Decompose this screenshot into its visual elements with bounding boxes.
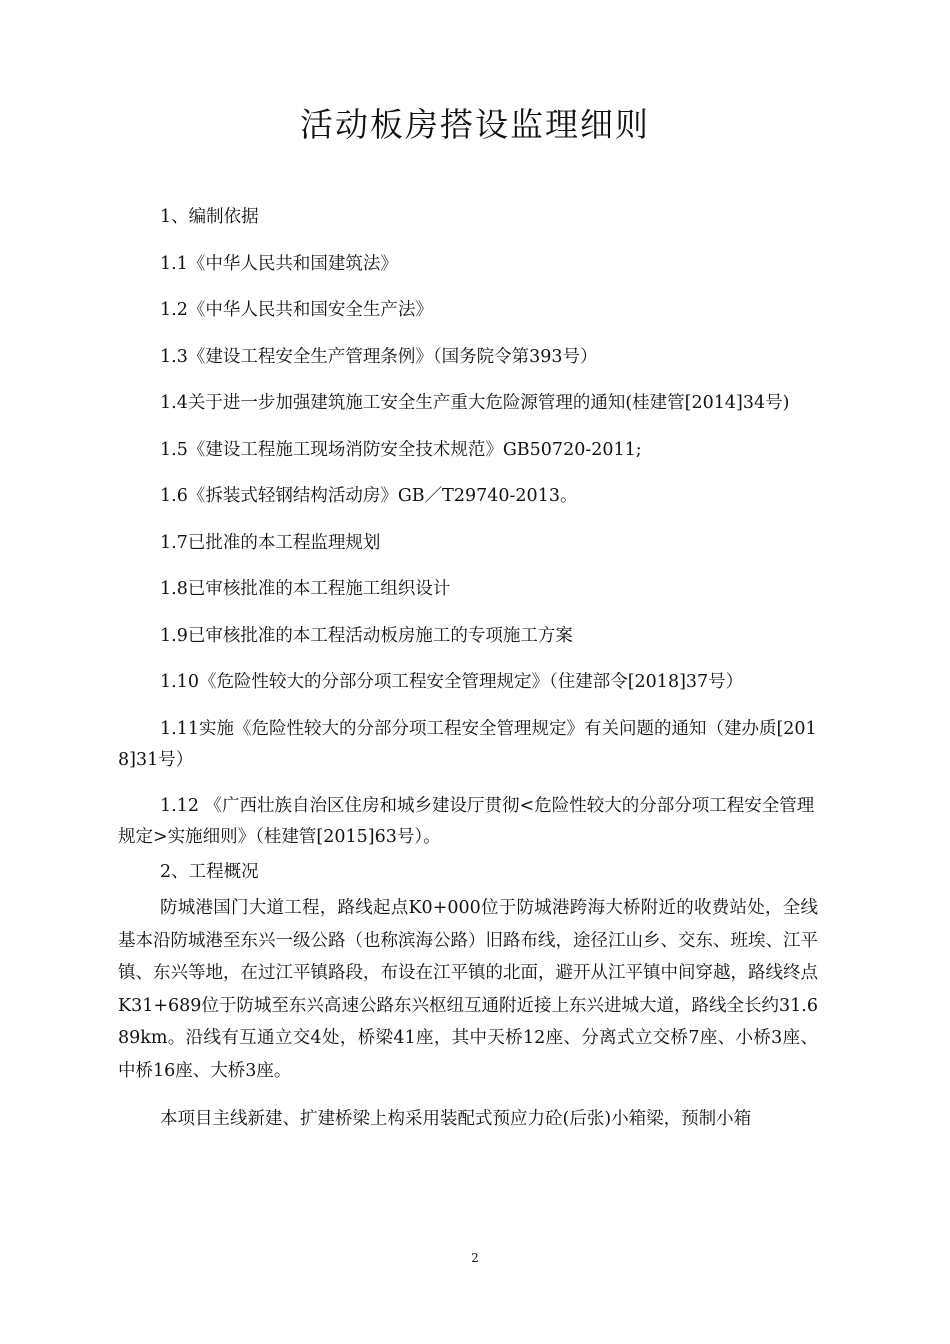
bridge-structure-paragraph: 本项目主线新建、扩建桥梁上构采用装配式预应力砼(后张)小箱梁，预制小箱: [160, 1108, 752, 1129]
basis-item-1-5: 1.5《建设工程施工现场消防安全技术规范》GB50720-2011;: [160, 439, 642, 460]
basis-item-1-2: 1.2《中华人民共和国安全生产法》: [160, 300, 433, 320]
basis-item-1-12: 1.12 《广西壮族自治区住房和城乡建设厅贯彻<危险性较大的分部分项工程安全管理规定>实施细则》（桂建管[2015]63号）。: [118, 796, 815, 847]
section-heading-overview: 2、工程概况: [160, 862, 259, 882]
basis-item-1-8: 1.8已审核批准的本工程施工组织设计: [160, 579, 451, 599]
basis-item-1-9: 1.9已审核批准的本工程活动板房施工的专项施工方案: [160, 625, 573, 646]
document-title: 活动板房搭设监理细则: [300, 105, 650, 144]
section-heading-basis: 1、编制依据: [160, 207, 259, 227]
basis-item-1-6: 1.6《拆装式轻钢结构活动房》GB／T29740-2013。: [160, 486, 578, 506]
basis-item-1-11: 1.11实施《危险性较大的分部分项工程安全管理规定》有关问题的通知（建办质[2018]31号）: [118, 718, 817, 770]
page-number: 2: [471, 1251, 479, 1265]
project-overview-paragraph: 防城港国门大道工程，路线起点K0+000位于防城港跨海大桥附近的收费站处，全线基本沿防城港至东兴一级公路（也称滨海公路）旧路布线，途径江山乡、交东、班埃、江平镇、东兴等地，在过江平镇路段，布设在江平镇的北面，避开从江平镇中间穿越，路线终点K31+689位于防城至东兴高速公路东兴枢纽互通附近接上东兴进城大道，路线全长约31.689km。沿线有互通立交4处，桥梁41座，其中天桥12座、分离式立交桥7座、小桥3座、中桥16座、大桥3座。: [118, 898, 818, 1081]
basis-item-1-7: 1.7已批准的本工程监理规划: [160, 532, 381, 553]
basis-item-1-10: 1.10《危险性较大的分部分项工程安全管理规定》（住建部令[2018]37号）: [160, 672, 744, 692]
basis-item-1-1: 1.1《中华人民共和国建筑法》: [160, 253, 398, 274]
basis-item-1-3: 1.3《建设工程安全生产管理条例》（国务院令第393号）: [160, 346, 598, 367]
document-body: [118, 202, 818, 1135]
basis-item-1-4: 1.4关于进一步加强建筑施工安全生产重大危险源管理的通知(桂建管[2014]34号): [160, 393, 790, 413]
